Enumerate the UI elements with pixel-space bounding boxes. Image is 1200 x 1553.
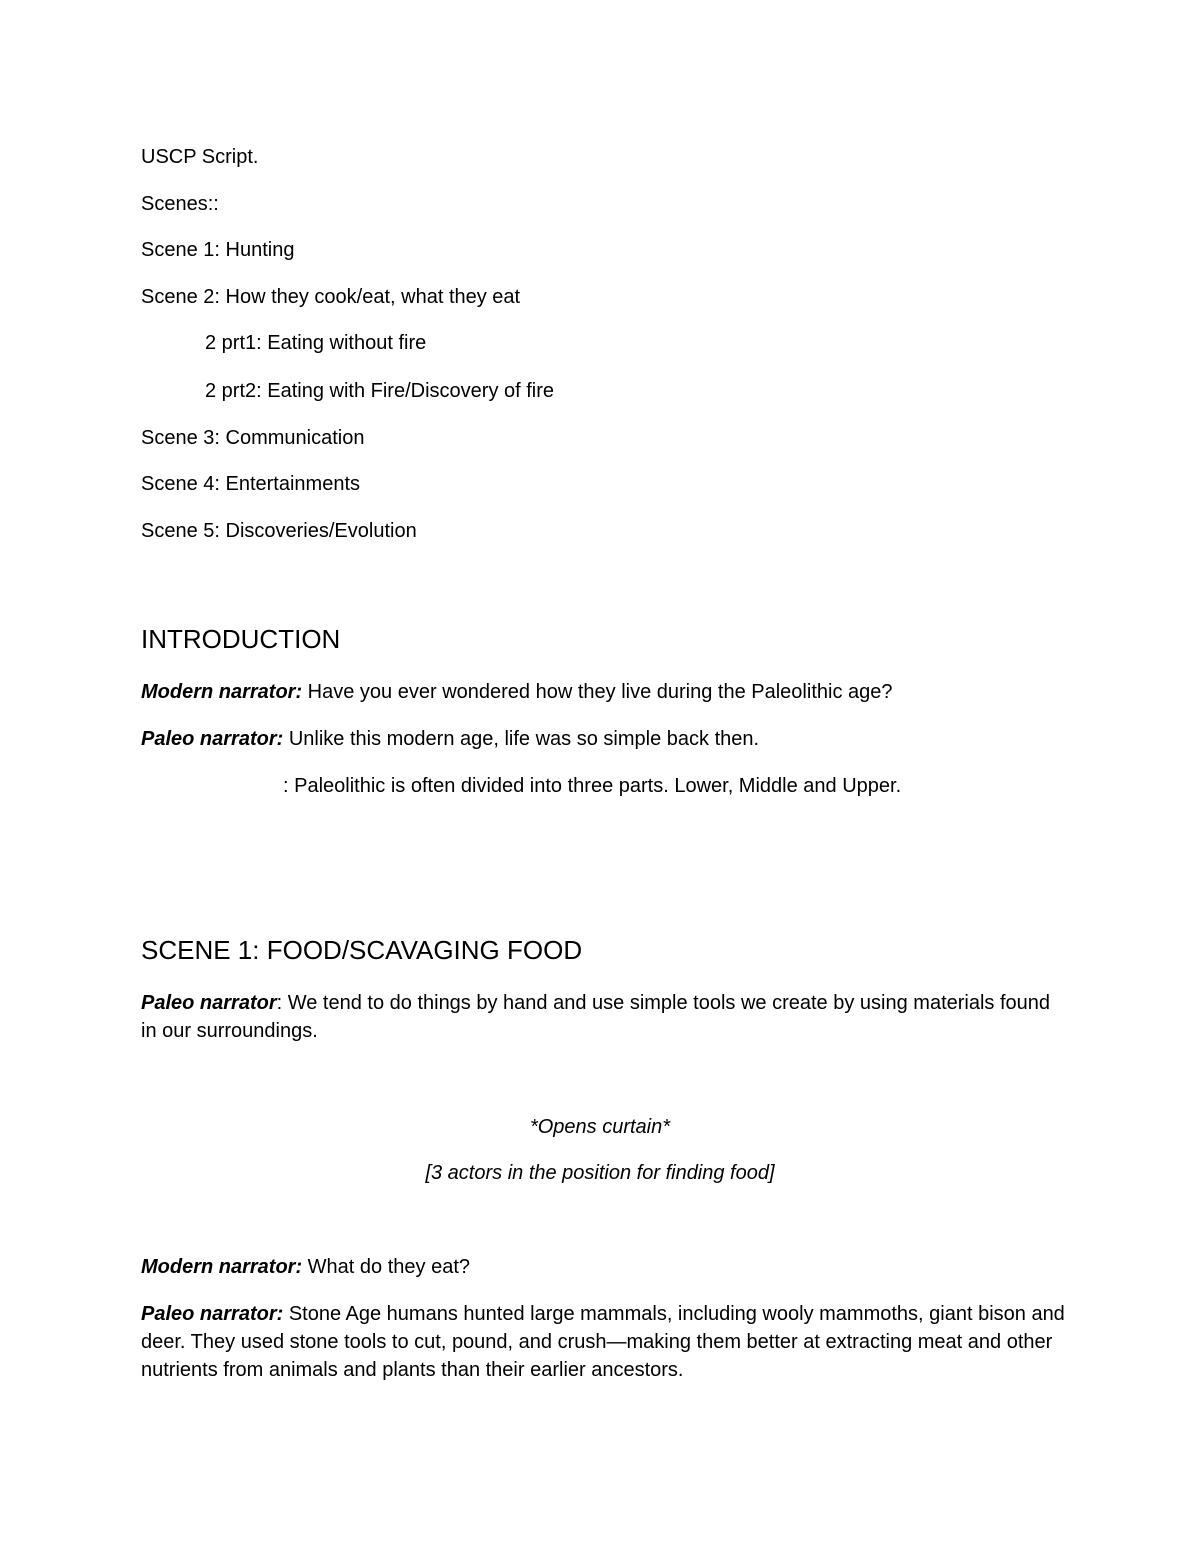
scene-list-subitem: 2 prt2: Eating with Fire/Discovery of fire — [205, 380, 555, 402]
scene-list-item: Scene 4: Entertainments — [141, 473, 361, 495]
dialogue-line — [141, 1254, 470, 1280]
dialogue-line — [141, 726, 759, 752]
scene-list-subitem: 2 prt1: Eating without fire — [205, 332, 427, 354]
dialogue-line — [141, 1300, 1071, 1384]
speaker-label: Modern narrator: — [141, 681, 303, 703]
speaker-label: Modern narrator: — [141, 1256, 303, 1278]
scene-list-item: Scene 5: Discoveries/Evolution — [141, 520, 417, 542]
introduction-heading: INTRODUCTION — [141, 624, 341, 654]
speaker-label: Paleo narrator — [141, 992, 277, 1014]
dialogue-text: What do they eat? — [302, 1256, 471, 1278]
dialogue-line — [141, 679, 893, 705]
dialogue-text: : We tend to do things by hand and use simple tools we create by using materials found in our surroundings. — [141, 992, 1051, 1042]
document-title: USCP Script. — [141, 146, 259, 168]
scenes-heading: Scenes:: — [141, 193, 219, 215]
stage-direction: [3 actors in the position for finding food] — [425, 1162, 775, 1184]
stage-direction: *Opens curtain* — [529, 1116, 671, 1138]
speaker-label: Paleo narrator: — [141, 728, 284, 750]
speaker-label: Paleo narrator: — [141, 1303, 284, 1325]
dialogue-continuation — [283, 773, 901, 799]
dialogue-text: Stone Age humans hunted large mammals, including wooly mammoths, giant bison and deer. They used stone tools to cut, pound, and crush—making them better at extracting meat and other nutrients from animals and plants than their earlier ancestors. — [141, 1303, 1065, 1381]
scene-list-item: Scene 1: Hunting — [141, 239, 295, 261]
dialogue-text: Have you ever wondered how they live during the Paleolithic age? — [302, 681, 893, 703]
scene1-heading: SCENE 1: FOOD/SCAVAGING FOOD — [141, 935, 583, 965]
dialogue-text: : Paleolithic is often divided into three parts. Lower, Middle and Upper. — [283, 775, 902, 797]
scene-list-item: Scene 2: How they cook/eat, what they eat — [141, 286, 521, 308]
dialogue-line — [141, 989, 1071, 1045]
scene-list-item: Scene 3: Communication — [141, 427, 365, 449]
dialogue-text: Unlike this modern age, life was so simple back then. — [283, 728, 760, 750]
